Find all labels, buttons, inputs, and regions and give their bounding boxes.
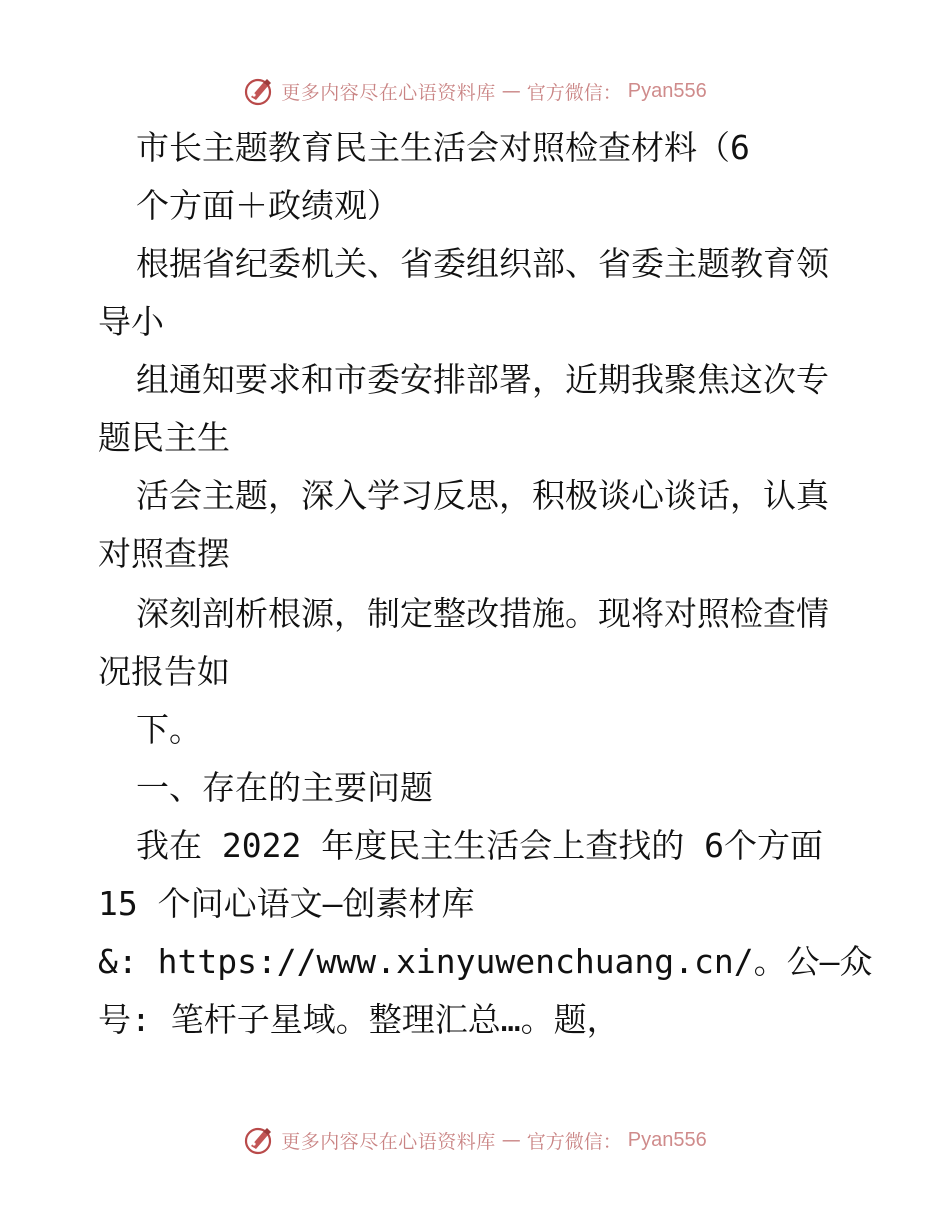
doc-title-line-2: 个方面＋政绩观） bbox=[136, 186, 400, 225]
section-heading: 一、存在的主要问题 bbox=[136, 768, 433, 807]
paragraph-line: 15 个问心语文—创素材库 bbox=[98, 884, 475, 923]
paragraph-line: 我在 2022 年度民主生活会上查找的 6个方面 bbox=[136, 826, 823, 865]
watermark-wechat-id: Pyan556 bbox=[627, 1128, 707, 1151]
pen-nib-circle-icon bbox=[243, 1124, 275, 1156]
paragraph-line: 况报告如 bbox=[98, 652, 230, 691]
doc-title-line-1: 市长主题教育民主生活会对照检查材料（6 bbox=[136, 128, 750, 167]
watermark-official-label: 官方微信： bbox=[526, 81, 622, 104]
watermark-brand: 更多内容尽在心语资料库 bbox=[281, 81, 496, 104]
watermark-brand: 更多内容尽在心语资料库 bbox=[281, 1130, 496, 1153]
paragraph-line: 组通知要求和市委安排部署，近期我聚焦这次专 bbox=[136, 360, 829, 399]
paragraph-line: 深刻剖析根源，制定整改措施。现将对照检查情 bbox=[136, 594, 829, 633]
watermark-dash: — bbox=[501, 80, 521, 102]
paragraph-line: &: https://www.xinyuwenchuang.cn/。公—众 bbox=[98, 942, 873, 981]
paragraph-line: 题民主生 bbox=[98, 418, 230, 457]
watermark-wechat-id: Pyan556 bbox=[627, 79, 707, 102]
watermark-official-label: 官方微信： bbox=[526, 1130, 622, 1153]
footer-watermark bbox=[0, 1120, 950, 1160]
paragraph-line: 下。 bbox=[136, 710, 202, 749]
paragraph-line: 根据省纪委机关、省委组织部、省委主题教育领 bbox=[136, 244, 829, 283]
header-watermark bbox=[0, 71, 950, 111]
paragraph-line: 导小 bbox=[98, 302, 164, 341]
watermark-dash: — bbox=[501, 1129, 521, 1151]
paragraph-line: 对照查摆 bbox=[98, 534, 230, 573]
paragraph-line: 号: 笔杆子星域。整理汇总…。题， bbox=[98, 1000, 620, 1039]
pen-nib-circle-icon bbox=[243, 75, 275, 107]
paragraph-line: 活会主题，深入学习反思，积极谈心谈话，认真 bbox=[136, 476, 829, 515]
